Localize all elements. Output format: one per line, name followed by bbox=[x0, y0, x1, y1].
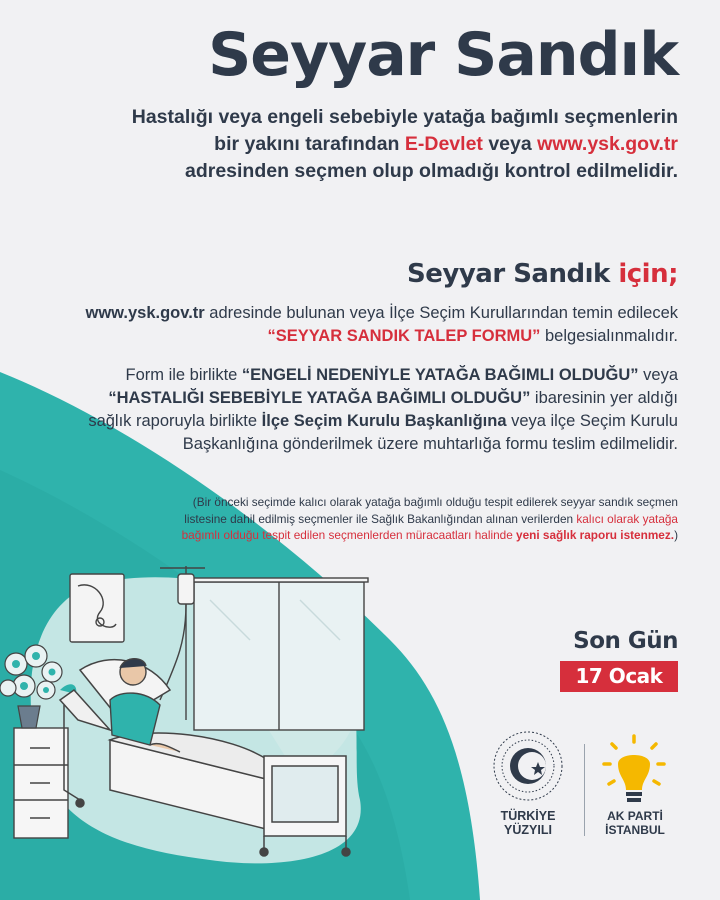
window bbox=[190, 578, 368, 730]
section-subtitle bbox=[407, 259, 678, 289]
turkiye-yuzyili-logo-text bbox=[480, 809, 576, 837]
p2-part1: Form ile birlikte bbox=[125, 366, 242, 384]
edevlet-link: E-Devlet bbox=[404, 133, 483, 155]
ak-line2: İSTANBUL bbox=[605, 823, 665, 837]
ysk-url: www.ysk.gov.tr bbox=[537, 133, 678, 155]
intro-part3: adresinden seçmen olup olmadığı kontrol edilmelidir. bbox=[184, 160, 678, 182]
p1-part1: adresinde bulunan veya İlçe Seçim Kurullarından temin edilecek bbox=[204, 304, 678, 322]
ty-line2: YÜZYILI bbox=[504, 823, 552, 837]
p2-quote2: “HASTALIĞI SEBEBİYLE YATAĞA BAĞIMLI OLDUĞU” bbox=[108, 389, 531, 407]
subtitle-main: Seyyar Sandık bbox=[407, 259, 619, 289]
p1-url: www.ysk.gov.tr bbox=[85, 304, 205, 322]
logo-divider bbox=[584, 744, 585, 836]
p2-office: İlçe Seçim Kurulu Başkanlığına bbox=[261, 412, 507, 430]
p1-form-name: “SEYYAR SANDIK TALEP FORMU” bbox=[267, 327, 541, 345]
paragraph-form-request bbox=[38, 302, 678, 348]
ak-parti-logo-text bbox=[590, 809, 680, 837]
p2-part3: ibaresinin yer aldığı sağlık raporuyla birlikte bbox=[88, 389, 678, 430]
note-part1: (Bir önceki seçimde kalıcı olarak yatağa bağımlı olduğu tespit edilerek seyyar sandık seçmen listesine dahil edilmiş seçmenler ile Sağlık Bakanlığından alınan verilerden bbox=[184, 495, 678, 526]
subtitle-accent: için; bbox=[618, 259, 678, 289]
footnote bbox=[178, 494, 678, 544]
p2-part4: veya ilçe Seçim Kurulu Başkanlığına gönderilmek üzere muhtarlığa formu teslim edilmelidir. bbox=[182, 412, 678, 453]
intro-part2: veya bbox=[482, 133, 538, 155]
note-red: kalıcı olarak yatağa bağımlı olduğu tespit edilen seçmenlerden müracaatları halinde bbox=[181, 511, 678, 543]
note-bold: yeni sağlık raporu istenmez. bbox=[516, 528, 675, 543]
bedside-cabinet bbox=[14, 728, 68, 838]
page-title: Seyyar Sandık bbox=[208, 20, 678, 90]
deadline-label: Son Gün bbox=[573, 628, 678, 654]
lightbulb-icon bbox=[604, 736, 664, 802]
intro-part1: Hastalığı veya engeli sebebiyle yatağa bağımlı seçmenlerin bir yakını tarafından bbox=[131, 106, 678, 155]
p1-part2: belgesialınmalıdır. bbox=[540, 327, 678, 345]
ak-line1: AK PARTİ bbox=[607, 809, 663, 823]
ty-line1: TÜRKİYE bbox=[500, 809, 556, 823]
note-part2: ) bbox=[674, 528, 678, 543]
wall-picture bbox=[70, 574, 124, 642]
crescent-star-emblem-icon bbox=[494, 732, 562, 800]
p2-part2: veya bbox=[638, 366, 678, 384]
paragraph-submission bbox=[78, 364, 678, 456]
p2-quote1: “ENGELİ NEDENİYLE YATAĞA BAĞIMLI OLDUĞU” bbox=[241, 366, 639, 384]
deadline-date-badge: 17 Ocak bbox=[560, 661, 678, 692]
intro-text bbox=[118, 104, 678, 185]
